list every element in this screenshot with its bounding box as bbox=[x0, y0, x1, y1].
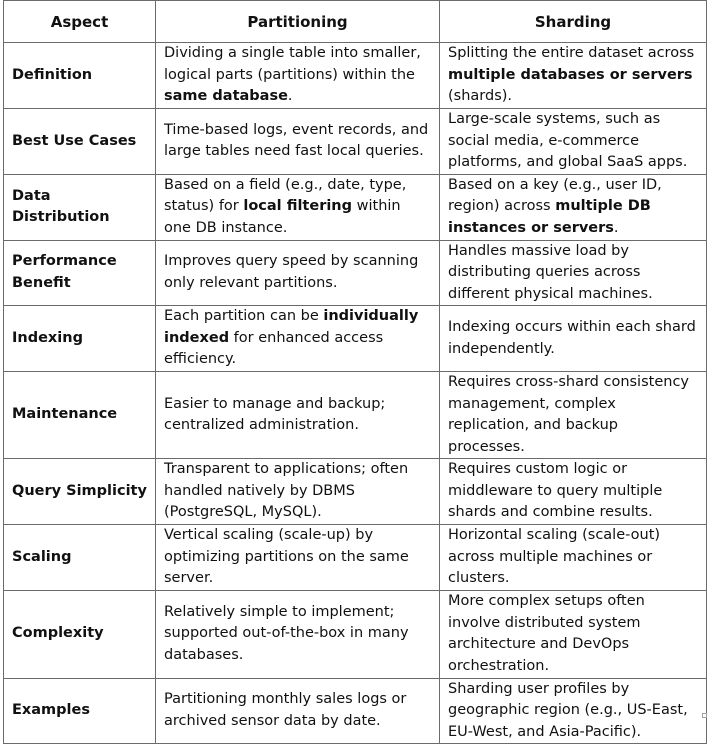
sharding-text: Based on a key (e.g., user ID, region) across bbox=[448, 176, 662, 215]
table-row bbox=[4, 590, 707, 678]
partitioning-text: Dividing a single table into smaller, logical parts (partitions) within the bbox=[164, 45, 421, 83]
partitioning-text: for enhanced access efficiency. bbox=[164, 329, 384, 368]
partitioning-cell bbox=[156, 240, 440, 306]
partitioning-text: within one DB instance. bbox=[164, 198, 401, 236]
partitioning-cell bbox=[156, 459, 440, 525]
sharding-bold-text: multiple databases or servers bbox=[448, 66, 693, 83]
partitioning-cell bbox=[156, 306, 440, 372]
sharding-text: . bbox=[613, 219, 619, 236]
sharding-text: Handles massive load by distributing queries across different physical machines. bbox=[448, 242, 653, 302]
aspect-cell: Indexing bbox=[4, 306, 156, 372]
sharding-cell bbox=[440, 240, 707, 306]
sharding-cell bbox=[440, 174, 707, 240]
partitioning-text: Time-based logs, event records, and large tables need fast local queries. bbox=[164, 121, 429, 160]
partitioning-bold-text: same database bbox=[164, 88, 288, 105]
partitioning-text: Relatively simple to implement; supported out-of-the-box in many databases. bbox=[164, 603, 409, 663]
header-aspect: Aspect bbox=[4, 1, 156, 43]
partitioning-text: Transparent to applications; often handled natively by DBMS (PostgreSQL, MySQL). bbox=[164, 461, 409, 521]
sharding-cell bbox=[440, 109, 707, 175]
table-body bbox=[4, 43, 707, 744]
partitioning-cell bbox=[156, 174, 440, 240]
table-row bbox=[4, 372, 707, 459]
aspect-cell: Complexity bbox=[4, 590, 156, 678]
sharding-cell bbox=[440, 590, 707, 678]
sharding-text: Requires cross-shard consistency management, complex replication, and backup processes. bbox=[448, 374, 689, 455]
sharding-text: Requires custom logic or middleware to query multiple shards and combine results. bbox=[448, 461, 663, 521]
table-row bbox=[4, 525, 707, 591]
sharding-cell bbox=[440, 306, 707, 372]
partitioning-bold-text: individually indexed bbox=[164, 308, 419, 346]
partitioning-text: Each partition can be bbox=[164, 308, 324, 325]
partitioning-text: Based on a field (e.g., date, type, status) for bbox=[164, 176, 407, 215]
aspect-cell: Data Distribution bbox=[4, 174, 156, 240]
table-row bbox=[4, 43, 707, 109]
aspect-cell: Query Simplicity bbox=[4, 459, 156, 525]
partitioning-text: Partitioning monthly sales logs or archived sensor data by date. bbox=[164, 691, 407, 729]
aspect-cell: Best Use Cases bbox=[4, 109, 156, 175]
partitioning-cell bbox=[156, 43, 440, 109]
sharding-cell bbox=[440, 678, 707, 744]
sharding-cell bbox=[440, 372, 707, 459]
partitioning-cell bbox=[156, 525, 440, 591]
partitioning-cell bbox=[156, 678, 440, 744]
partitioning-text: Vertical scaling (scale-up) by optimizing partitions on the same server. bbox=[164, 527, 409, 586]
sharding-cell bbox=[440, 459, 707, 525]
sharding-text: Large-scale systems, such as social media, e-commerce platforms, and global SaaS apps. bbox=[448, 111, 688, 170]
aspect-cell: Performance Benefit bbox=[4, 240, 156, 306]
aspect-cell: Examples bbox=[4, 678, 156, 744]
sharding-text: More complex setups often involve distributed system architecture and DevOps orchestration. bbox=[448, 593, 645, 674]
aspect-cell: Maintenance bbox=[4, 372, 156, 459]
resize-handle bbox=[702, 713, 707, 718]
header-sharding: Sharding bbox=[440, 1, 707, 43]
table-row bbox=[4, 174, 707, 240]
sharding-text: Horizontal scaling (scale-out) across multiple machines or clusters. bbox=[448, 527, 661, 586]
sharding-cell bbox=[440, 43, 707, 109]
comparison-table bbox=[3, 0, 707, 744]
table-row bbox=[4, 678, 707, 744]
sharding-cell bbox=[440, 525, 707, 591]
aspect-cell: Scaling bbox=[4, 525, 156, 591]
partitioning-cell bbox=[156, 372, 440, 459]
sharding-text: Sharding user profiles by geographic region (e.g., US-East, EU-West, and Asia-Pacific). bbox=[448, 680, 688, 740]
partitioning-text: Improves query speed by scanning only relevant partitions. bbox=[164, 253, 419, 291]
header-row bbox=[4, 1, 707, 43]
table-row bbox=[4, 306, 707, 372]
partitioning-text: Easier to manage and backup; centralized administration. bbox=[164, 395, 386, 433]
partitioning-bold-text: local filtering bbox=[243, 198, 353, 215]
sharding-bold-text: multiple DB instances or servers bbox=[448, 198, 651, 236]
header-partitioning: Partitioning bbox=[156, 1, 440, 43]
partitioning-cell bbox=[156, 590, 440, 678]
sharding-text: (shards). bbox=[448, 88, 513, 105]
aspect-cell: Definition bbox=[4, 43, 156, 109]
sharding-text: Splitting the entire dataset across bbox=[448, 45, 695, 62]
table-row bbox=[4, 109, 707, 175]
table-row bbox=[4, 459, 707, 525]
partitioning-cell bbox=[156, 109, 440, 175]
table-row bbox=[4, 240, 707, 306]
sharding-text: Indexing occurs within each shard independently. bbox=[448, 319, 696, 357]
partitioning-text: . bbox=[287, 88, 293, 105]
